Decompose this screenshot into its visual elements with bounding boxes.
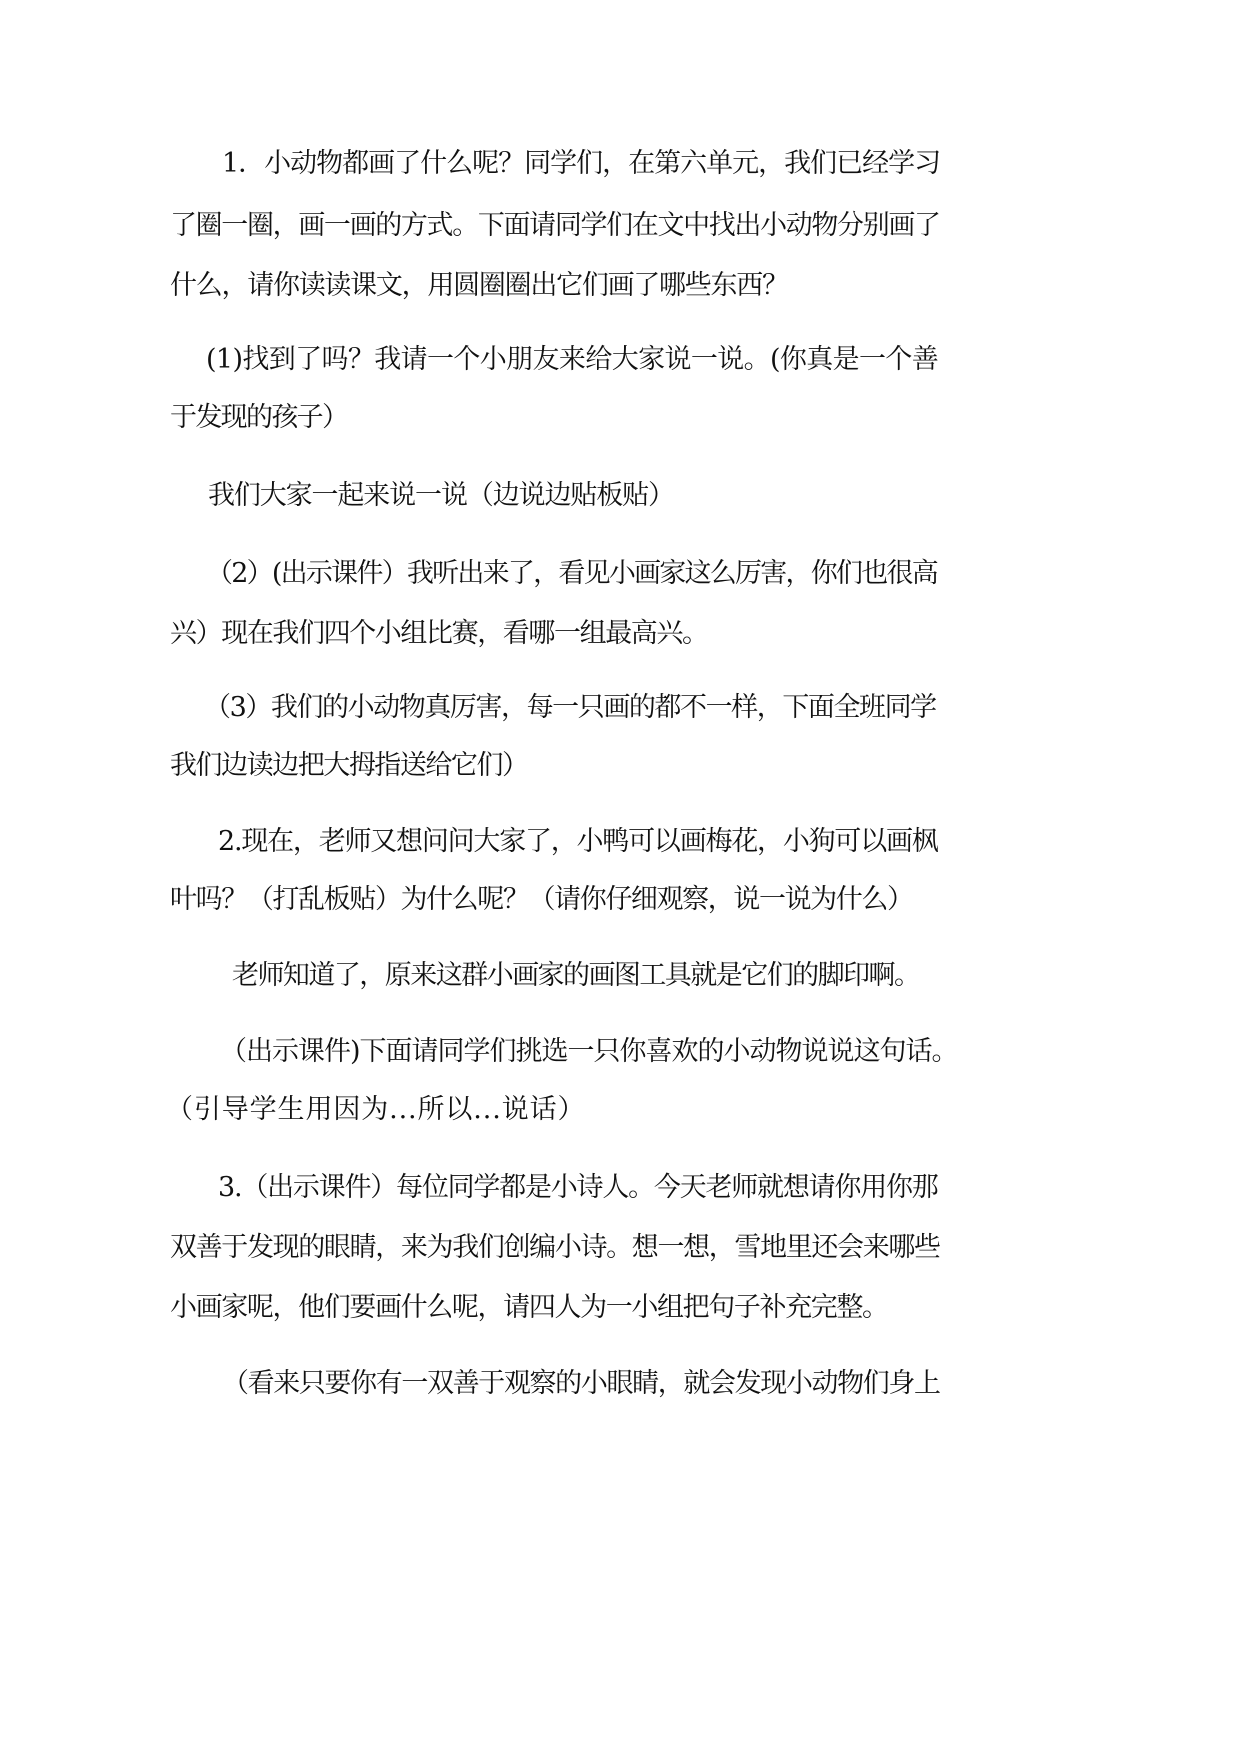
paragraph-8-line-1: （出示课件)下面请同学们挑选一只你喜欢的小动物说说这句话。 <box>220 1036 958 1067</box>
paragraph-1-line-2: 了圈一圈，画一画的方式。下面请同学们在文中找出小动物分别画了 <box>170 210 940 241</box>
paragraph-2-line-1: (1)找到了吗？我请一个小朋友来给大家说一说。(你真是一个善 <box>206 344 939 375</box>
paragraph-4-line-2: 兴）现在我们四个小组比赛，看哪一组最高兴。 <box>170 618 708 649</box>
paragraph-6-line-2: 叶吗？（打乱板贴）为什么呢？（请你仔细观察，说一说为什么） <box>170 884 913 915</box>
paragraph-2-line-2: 于发现的孩子） <box>170 402 348 433</box>
paragraph-1-line-1: 1．小动物都画了什么呢？同学们，在第六单元，我们已经学习 <box>222 148 941 179</box>
paragraph-5-line-1: （3）我们的小动物真厉害，每一只画的都不一样，下面全班同学 <box>204 692 936 723</box>
paragraph-9-line-3: 小画家呢，他们要画什么呢，请四人为一小组把句子补充完整。 <box>170 1292 888 1323</box>
paragraph-6-line-1: 2.现在，老师又想问问大家了，小鸭可以画梅花，小狗可以画枫 <box>218 826 938 857</box>
paragraph-8-line-2: （引导学生用因为...所以...说话） <box>166 1094 586 1125</box>
paragraph-10-line-1: （看来只要你有一双善于观察的小眼睛，就会发现小动物们身上 <box>222 1368 940 1399</box>
paragraph-3-line-1: 我们大家一起来说一说（边说边贴板贴） <box>208 480 674 511</box>
paragraph-9-line-2: 双善于发现的眼睛，来为我们创编小诗。想一想，雪地里还会来哪些 <box>170 1232 940 1263</box>
paragraph-5-line-2: 我们边读边把大拇指送给它们） <box>170 750 528 781</box>
paragraph-7-line-1: 老师知道了，原来这群小画家的画图工具就是它们的脚印啊。 <box>232 960 920 991</box>
paragraph-1-line-3: 什么，请你读读课文，用圆圈圈出它们画了哪些东西？ <box>170 270 788 301</box>
paragraph-9-line-1: 3.（出示课件）每位同学都是小诗人。今天老师就想请你用你那 <box>218 1172 938 1203</box>
paragraph-4-line-1: （2）(出示课件）我听出来了，看见小画家这么厉害，你们也很高 <box>206 558 937 589</box>
